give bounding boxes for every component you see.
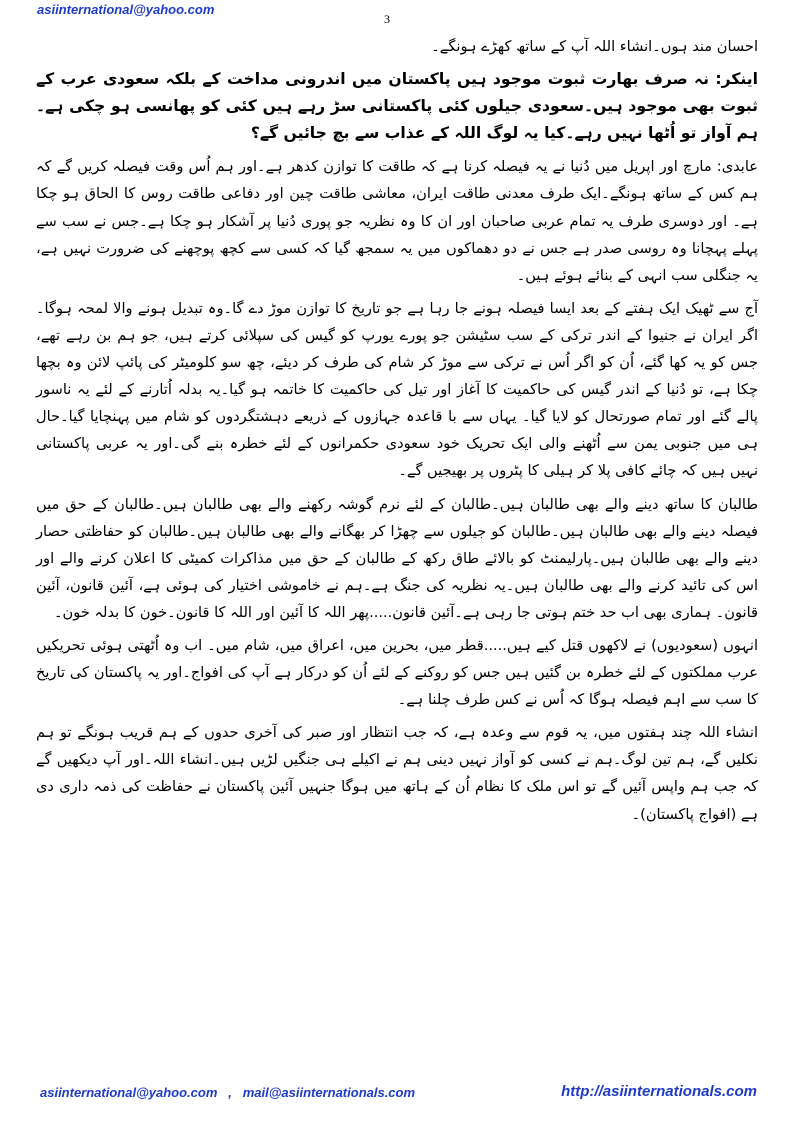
article-body [36, 33, 758, 834]
header-email-link[interactable]: asiinternational@yahoo.com [37, 2, 215, 17]
footer-email-2-link[interactable]: mail@asiinternationals.com [242, 1085, 416, 1100]
paragraph-5: طالبان کا ساتھ دینے والے بھی طالبان ہیں۔طالبان کے لئے نرم گوشہ رکھنے والے بھی طالبان ہیں۔طالبان کے حق میں فیصلہ دینے والے بھی طالبان ہیں۔طالبان کو جیلوں سے چھڑا کر بھگانے والے بھی طالبان ہیں۔طالبان کو حفاظتی حصار دینے والے بھی طالبان ہیں۔پارلیمنٹ کو بالائے طاق رکھ کے طالبان کے حق میں مذاکرات کمیٹی کا اعلان کرنے والے اور اس کی تائید کرنے والے بھی طالبان ہیں۔یہ نظریہ کی جنگ ہے۔ہم نے خاموشی اختیار کی ہوئی ہے، آئین قانون، آئین قانون۔ ہماری بھی اب حد ختم ہوتی جا رہی ہے۔آئین قانون.....پھر اللہ کا آئین اور اللہ کا قانون۔خون کا بدلہ خون۔ [36, 495, 758, 621]
footer-email-1-link[interactable]: asiinternational@yahoo.com [40, 1085, 218, 1100]
footer-separator: , [228, 1085, 232, 1100]
footer-website-link[interactable]: http://asiinternationals.com [561, 1083, 757, 1100]
paragraph-4: آج سے ٹھیک ایک ہفتے کے بعد ایسا فیصلہ ہونے جا رہا ہے جو تاریخ کا توازن موڑ دے گا۔وہ تبدیل ہونے والا لمحہ ہوگا۔ اگر ایران نے جنیوا کے اندر ترکی کے سب سٹیشن جو پورے یورپ کو گیس کی سپلائی کرتے ہیں، جو ہم بن رہے تھے، جس کو یہ کھا گئے، اُن کو اگر اُس نے ترکی سے موڑ کر شام کی طرف کر دیئے، چھ سو کلومیٹر کی پائپ لائن وہ بچھا چکا ہے، تو دُنیا کے اندر گیس کی حاکمیت کا آغاز اور تیل کی حاکمیت کا خاتمہ ہو گیا۔یہ بدلہ اُتارنے کے لئے یہ ناسور پالے گئے اور تمام صورتحال کو لایا گیا۔ یہاں سے با قاعدہ جہازوں کے ذریعے دہشتگردوں کو شام میں پہنچایا گیا۔حال ہی میں جنوبی یمن سے اُٹھنے والی ایک تحریک خود سعودی حکمرانوں کے لئے خطرہ بنے گی۔اور یہ عربی پاکستانی نہیں ہیں کہ چائے کافی پلا کر ہیلی کا پٹروں پر بھیجیں گے۔ [36, 299, 758, 480]
footer-contacts [40, 1085, 415, 1100]
paragraph-1: احسان مند ہوں۔انشاء اللہ آپ کے ساتھ کھڑے ہونگے۔ [431, 38, 758, 55]
page-number: 3 [384, 12, 390, 26]
paragraph-6: انہوں (سعودیوں) نے لاکھوں قتل کیے ہیں.....قطر میں، بحرین میں، اعراق میں، شام میں۔ اب وہ اُٹھتی ہوئی تحریکیں عرب مملکتوں کے لئے خطرہ بن گئیں ہیں جس کو روکنے کے لئے اُن کو درکار ہے آپ کی افواج۔اور یہ پاکستان کی تاریخ کا سب سے اہم فیصلہ ہوگا کہ اُس نے کس طرف چلنا ہے۔ [36, 636, 758, 709]
paragraph-7: انشاء اللہ چند ہفتوں میں، یہ قوم سے وعدہ ہے، کہ جب انتظار اور صبر کی آخری حدوں کے ہم قریب ہونگے تو ہم نکلیں گے، ہم تین لوگ۔ہم نے کسی کو آواز نہیں دینی ہم نے اکیلے ہی جنگیں لڑیں ہیں۔انشاء اللہ۔اور آپ دیکھیں گے کہ جب ہم واپس آئیں گے تو اس ملک کا نظام اُن کے ہاتھ میں ہوگا جنہیں آئین پاکستان نے حفاظت کی ذمہ داری دی ہے (افواج پاکستان)۔ [36, 724, 758, 823]
paragraph-3: عابدی: مارچ اور اپریل میں دُنیا نے یہ فیصلہ کرنا ہے کہ طاقت کا توازن کدھر ہے۔اور ہم اُس وقت فیصلہ کریں گے کہ ہم کس کے ساتھ ہونگے۔ایک طرف معدنی طاقت ایران، معاشی طاقت چین اور دفاعی طاقت روس کا الحاق ہو چکا ہے۔ اور دوسری طرف یہ تمام عربی صاحبان اور ان کا وہ نظریہ جو پوری دُنیا پر آشکار ہو چکا ہے۔جس نے سب سے پہلے پہچانا وہ روسی صدر ہے جس نے دو دھماکوں میں یہ سمجھ گیا کہ کسی سے کچھ پوچھنے کی ضرورت نہیں ہے، یہ جنگلی سب انہی کے بنائے ہوئے ہیں۔ [36, 158, 758, 284]
paragraph-anchor-question: اینکر: نہ صرف بھارت ثبوت موجود ہیں پاکستان میں اندرونی مداخت کے بلکہ سعودی عرب کے ثبوت بھی موجود ہیں۔سعودی جیلوں کئی پاکستانی سڑ رہے ہیں کئی کو پھانسی ہو چکی ہے۔ہم آواز تو اُٹھا نہیں رہے۔کیا یہ لوگ اللہ کے عذاب سے بچ جائیں گے؟ [36, 70, 758, 143]
